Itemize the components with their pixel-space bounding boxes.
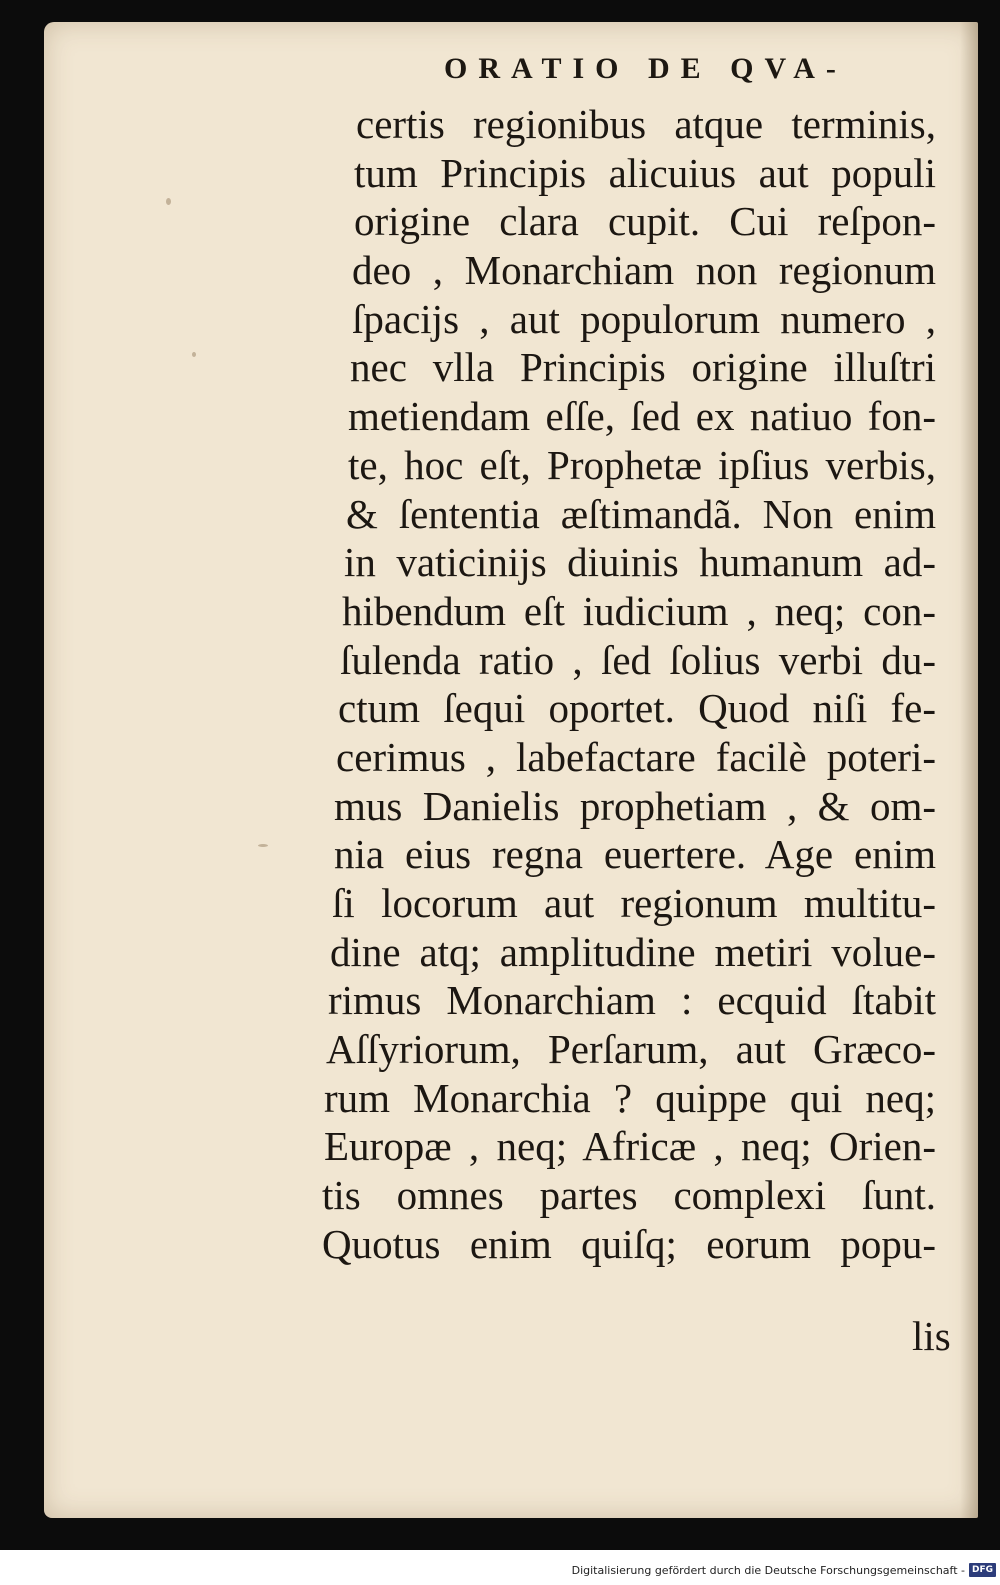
text-line: metiendam eſſe, ſed ex natiuo fon- xyxy=(348,393,936,440)
page-edge-shadow xyxy=(960,22,978,1518)
text-line: cerimus , labefactare facilè poteri- xyxy=(336,733,936,780)
text-line: rum Monarchia ? quippe qui neq; xyxy=(324,1074,936,1121)
dfg-logo-icon: DFG xyxy=(969,1563,996,1577)
text-line: nia eius regna euertere. Age enim xyxy=(334,831,936,878)
text-line: Quotus enim quiſq; eorum popu- xyxy=(322,1220,936,1267)
text-line: deo , Monarchiam non regionum xyxy=(352,247,936,294)
text-line: origine clara cupit. Cui reſpon- xyxy=(354,198,936,245)
paper-speck xyxy=(166,198,171,205)
text-line: Europæ , neq; Africæ , neq; Orien- xyxy=(324,1123,936,1170)
text-line: & ſententia æſtimandã. Non enim xyxy=(346,490,936,537)
text-line: ſulenda ratio , ſed ſolius verbi du- xyxy=(340,636,936,683)
text-line: te, hoc eſt, Prophetæ ipſius verbis, xyxy=(348,441,936,488)
text-line: hibendum eſt iudicium , neq; con- xyxy=(342,587,936,634)
text-line: ſpacijs , aut populorum numero , xyxy=(352,295,936,342)
book-page xyxy=(44,22,978,1518)
digitization-footer xyxy=(572,1563,996,1577)
text-line: mus Danielis prophetiam , & om- xyxy=(334,782,936,829)
text-line: rimus Monarchiam : ecquid ſtabit xyxy=(328,977,936,1024)
paper-speck xyxy=(192,352,196,357)
running-title: ORATIO DE QVA- xyxy=(444,52,847,85)
text-line: in vaticinijs diuinis humanum ad- xyxy=(344,539,936,586)
paper-speck xyxy=(258,844,268,847)
funding-credit: Digitalisierung gefördert durch die Deutsche Forschungsgemeinschaft - xyxy=(571,1563,965,1577)
text-line: Aſſyriorum, Perſarum, aut Græco- xyxy=(326,1026,936,1073)
text-line: certis regionibus atque terminis, xyxy=(356,101,936,147)
text-line: ſi locorum aut regionum multitu- xyxy=(332,880,936,926)
body-text xyxy=(276,100,936,1269)
text-line: dine atq; amplitudine metiri volue- xyxy=(330,928,936,975)
text-line: ctum ſequi oportet. Quod niſi fe- xyxy=(338,685,936,732)
text-line: nec vlla Principis origine illuſtri xyxy=(350,344,936,391)
text-line: tis omnes partes complexi ſunt. xyxy=(322,1172,936,1219)
catchword: lis xyxy=(912,1313,951,1359)
text-line: tum Principis alicuius aut populi xyxy=(354,149,936,196)
